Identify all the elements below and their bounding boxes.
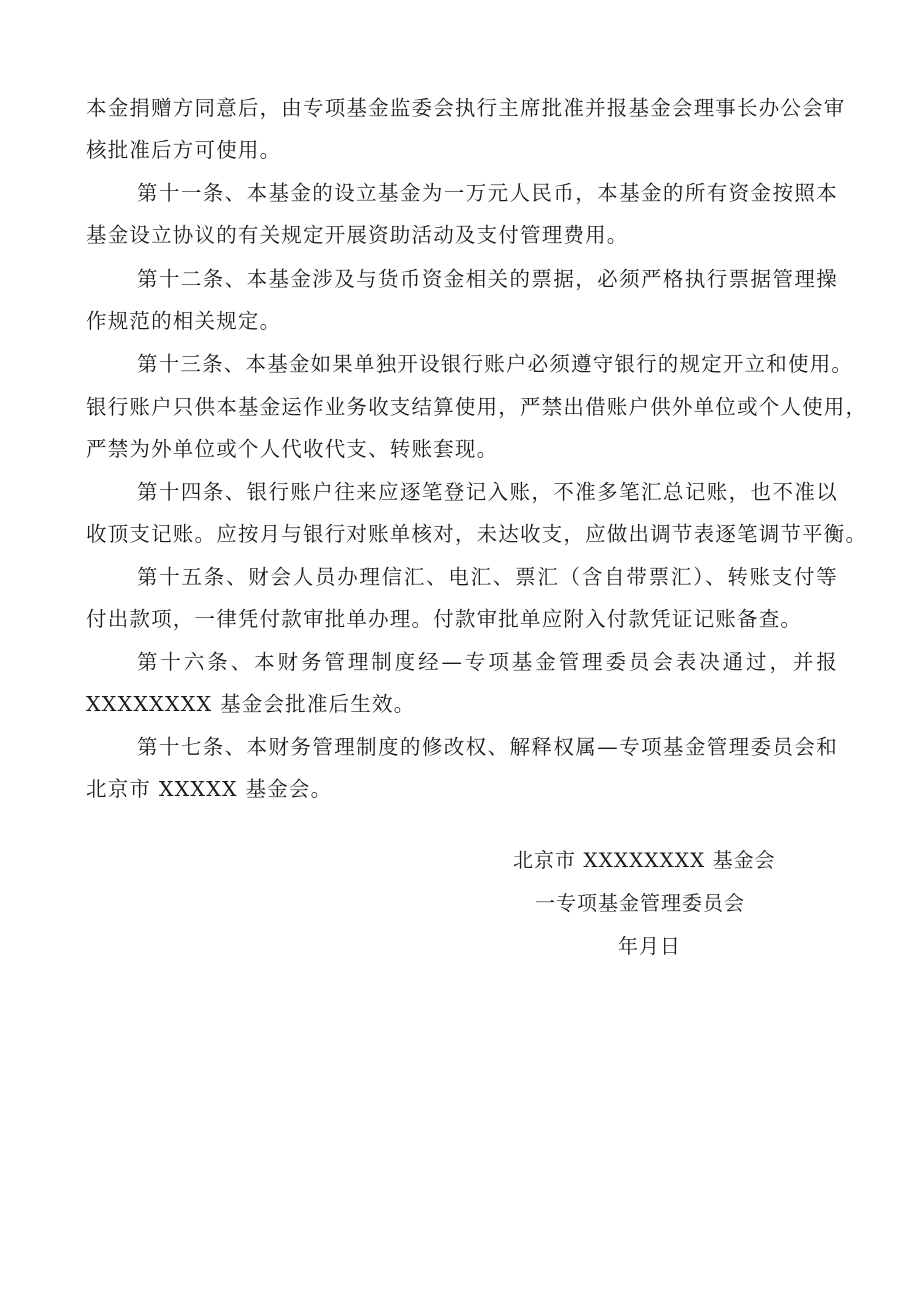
article-15-line-2: 付出款项，一律凭付款审批单办理。付款审批单应附入付款凭证记账备查。	[86, 607, 803, 631]
article-17-line-1: 第十七条、本财务管理制度的修改权、解释权属—专项基金管理委员会和	[137, 735, 838, 759]
paragraph-continuation-line-1: 本金捐赠方同意后，由专项基金监委会执行主席批准并报基金会理事长办公会审	[86, 96, 846, 120]
article-12-line-1: 第十二条、本基金涉及与货币资金相关的票据，必须严格执行票据管理操	[137, 267, 838, 291]
article-13-line-3: 严禁为外单位或个人代收代支、转账套现。	[86, 437, 499, 461]
article-16-line-2: XXXXXXXX 基金会批准后生效。	[86, 692, 416, 716]
article-15-line-1: 第十五条、财会人员办理信汇、电汇、票汇（含自带票汇）、转账支付等	[137, 565, 838, 589]
article-17-line-2: 北京市 XXXXX 基金会。	[86, 777, 333, 801]
article-11-line-1: 第十一条、本基金的设立基金为一万元人民币，本基金的所有资金按照本	[137, 181, 838, 205]
article-13-line-2: 银行账户只供本基金运作业务收支结算使用，严禁出借账户供外单位或个人使用，	[86, 395, 868, 419]
signature-date: 年月日	[618, 934, 681, 958]
article-13-line-1: 第十三条、本基金如果单独开设银行账户必须遵守银行的规定开立和使用。	[137, 352, 854, 376]
paragraph-continuation-line-2: 核批准后方可使用。	[86, 138, 282, 162]
article-14-line-2: 收顶支记账。应按月与银行对账单核对，未达收支，应做出调节表逐笔调节平衡。	[86, 522, 868, 546]
article-14-line-1: 第十四条、银行账户往来应逐笔登记入账，不准多笔汇总记账，也不准以	[137, 480, 838, 504]
article-16-line-1: 第十六条、本财务管理制度经—专项基金管理委员会表决通过，并报	[137, 650, 838, 674]
article-11-line-2: 基金设立协议的有关规定开展资助活动及支付管理费用。	[86, 223, 629, 247]
article-12-line-2: 作规范的相关规定。	[86, 309, 282, 333]
signature-organization: 北京市 XXXXXXXX 基金会	[513, 848, 776, 872]
signature-committee: 一专项基金管理委员会	[535, 891, 745, 915]
